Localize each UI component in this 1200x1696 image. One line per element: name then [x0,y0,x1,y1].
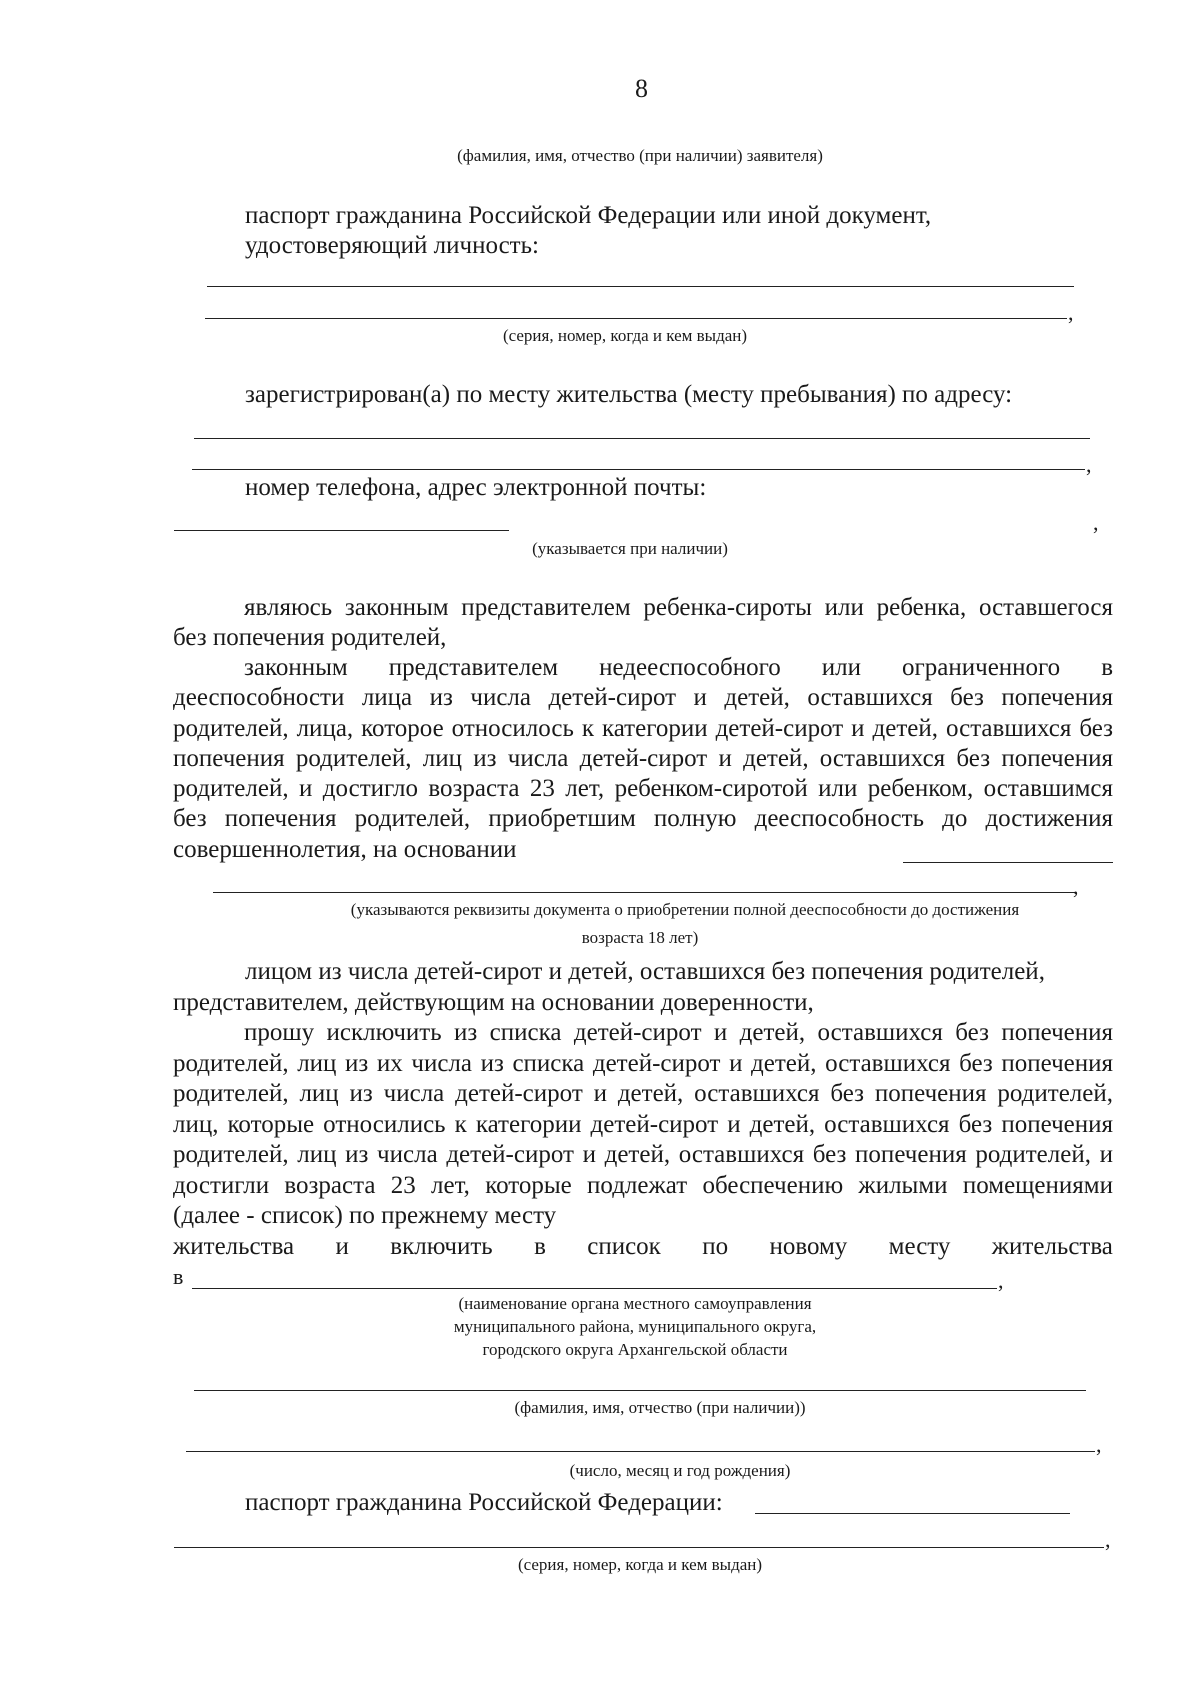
legal-rep-incapacitated-paragraph-body [173,653,1113,865]
authority-caption-line2: муниципального района, муниципального округа, [453,1317,817,1336]
authority-caption-line3: городского округа Архангельской области [482,1340,788,1359]
request-word: по [702,1233,729,1260]
request-word: в [534,1233,546,1260]
comma: , [1068,300,1074,325]
request-text: прошу исключить из списка детей-сирот и детей, оставшихся без попечения родителей, лиц из их числа из списка детей-сирот и детей, оставшихся без попечения родителей, лиц из числа детей-сирот и детей, оставшихся без попечения родителей, лиц, которые относились к категории детей-сирот и детей, оставшихся без попечения родителей, лиц из числа детей-сирот и детей, оставшихся без попечения родителей, и достигли возраста 23 лет, которые подлежат обеспечению жилыми помещениями (далее - список) по прежнему месту [173,1019,1113,1229]
request-last-line [173,1233,1113,1261]
proxy-rep-text: представителем, действующим на основании доверенности, [173,989,814,1016]
comma: , [998,1268,1004,1293]
request-word: и [335,1233,349,1260]
comma: , [1105,1527,1111,1552]
registration-label: зарегистрирован(а) по месту жительства (месту пребывания) по адресу: [245,381,1013,408]
basis-field-line-inline[interactable] [903,862,1113,863]
request-word: включить [390,1233,493,1260]
legal-rep-orphan-text: являюсь законным представителем ребенка-сироты или ребенка, оставшегося без попечения родителей, [173,594,1113,652]
contact-field-line[interactable] [174,530,509,531]
capacity-doc-caption-line2: возраста 18 лет) [581,928,699,947]
child-passport-caption: (серия, номер, когда и кем выдан) [517,1555,763,1574]
authority-field-line[interactable] [192,1288,997,1289]
preposition-v: в [173,1264,184,1289]
comma: , [1086,452,1092,477]
page-number: 8 [635,74,648,103]
child-name-field-line[interactable] [194,1390,1086,1391]
child-passport-field-line[interactable] [174,1547,1104,1548]
request-paragraph [173,1018,1113,1232]
passport-field-line-2[interactable] [205,318,1067,319]
person-orphan-text: лицом из числа детей-сирот и детей, оставшихся без попечения родителей, [245,958,1045,985]
request-word: месту [888,1233,951,1260]
request-word: новому [769,1233,848,1260]
contact-label: номер телефона, адрес электронной почты: [245,474,707,501]
request-word: жительства [991,1233,1113,1260]
birth-date-field-line[interactable] [186,1451,1095,1452]
passport-label-line2: удостоверяющий личность: [245,232,539,259]
request-word: жительства [173,1233,295,1260]
child-passport-field-inline[interactable] [755,1513,1070,1514]
basis-field-line[interactable] [213,892,1075,893]
comma: , [1096,1432,1102,1457]
comma: , [1093,510,1099,535]
address-field-line-1[interactable] [194,438,1090,439]
request-word: список [587,1233,661,1260]
legal-rep-orphan-paragraph [173,593,1113,654]
passport-details-caption: (серия, номер, когда и кем выдан) [502,326,748,345]
capacity-doc-caption-line1: (указываются реквизиты документа о приобретении полной дееспособности до достижения [350,900,1020,919]
applicant-name-caption: (фамилия, имя, отчество (при наличии) заявителя) [457,146,823,165]
address-field-line-2[interactable] [192,469,1085,470]
birth-date-caption: (число, месяц и год рождения) [569,1461,791,1480]
passport-label-line1: паспорт гражданина Российской Федерации или иной документ, [245,202,932,229]
comma: , [1073,874,1079,899]
passport-field-line-1[interactable] [207,286,1074,287]
if-available-caption: (указывается при наличии) [532,539,728,558]
child-name-caption: (фамилия, имя, отчество (при наличии)) [514,1398,806,1417]
legal-rep-incapacitated-text: законным представителем недееспособного или ограниченного в дееспособности лица из числа детей-сирот и детей, оставшихся без попечения родителей, лица, которое относилось к категории детей-сирот и детей, оставшихся без попечения родителей, лиц из числа детей-сирот и детей, оставшихся без попечения родителей, и достигло возраста 23 лет, ребенком-сиротой или ребенком, оставшимся без попечения родителей, приобретшим полную дееспособность до достижения совершеннолетия, на основании [173,654,1113,863]
child-passport-label: паспорт гражданина Российской Федерации: [245,1489,723,1516]
authority-caption-line1: (наименование органа местного самоуправления [458,1294,812,1313]
